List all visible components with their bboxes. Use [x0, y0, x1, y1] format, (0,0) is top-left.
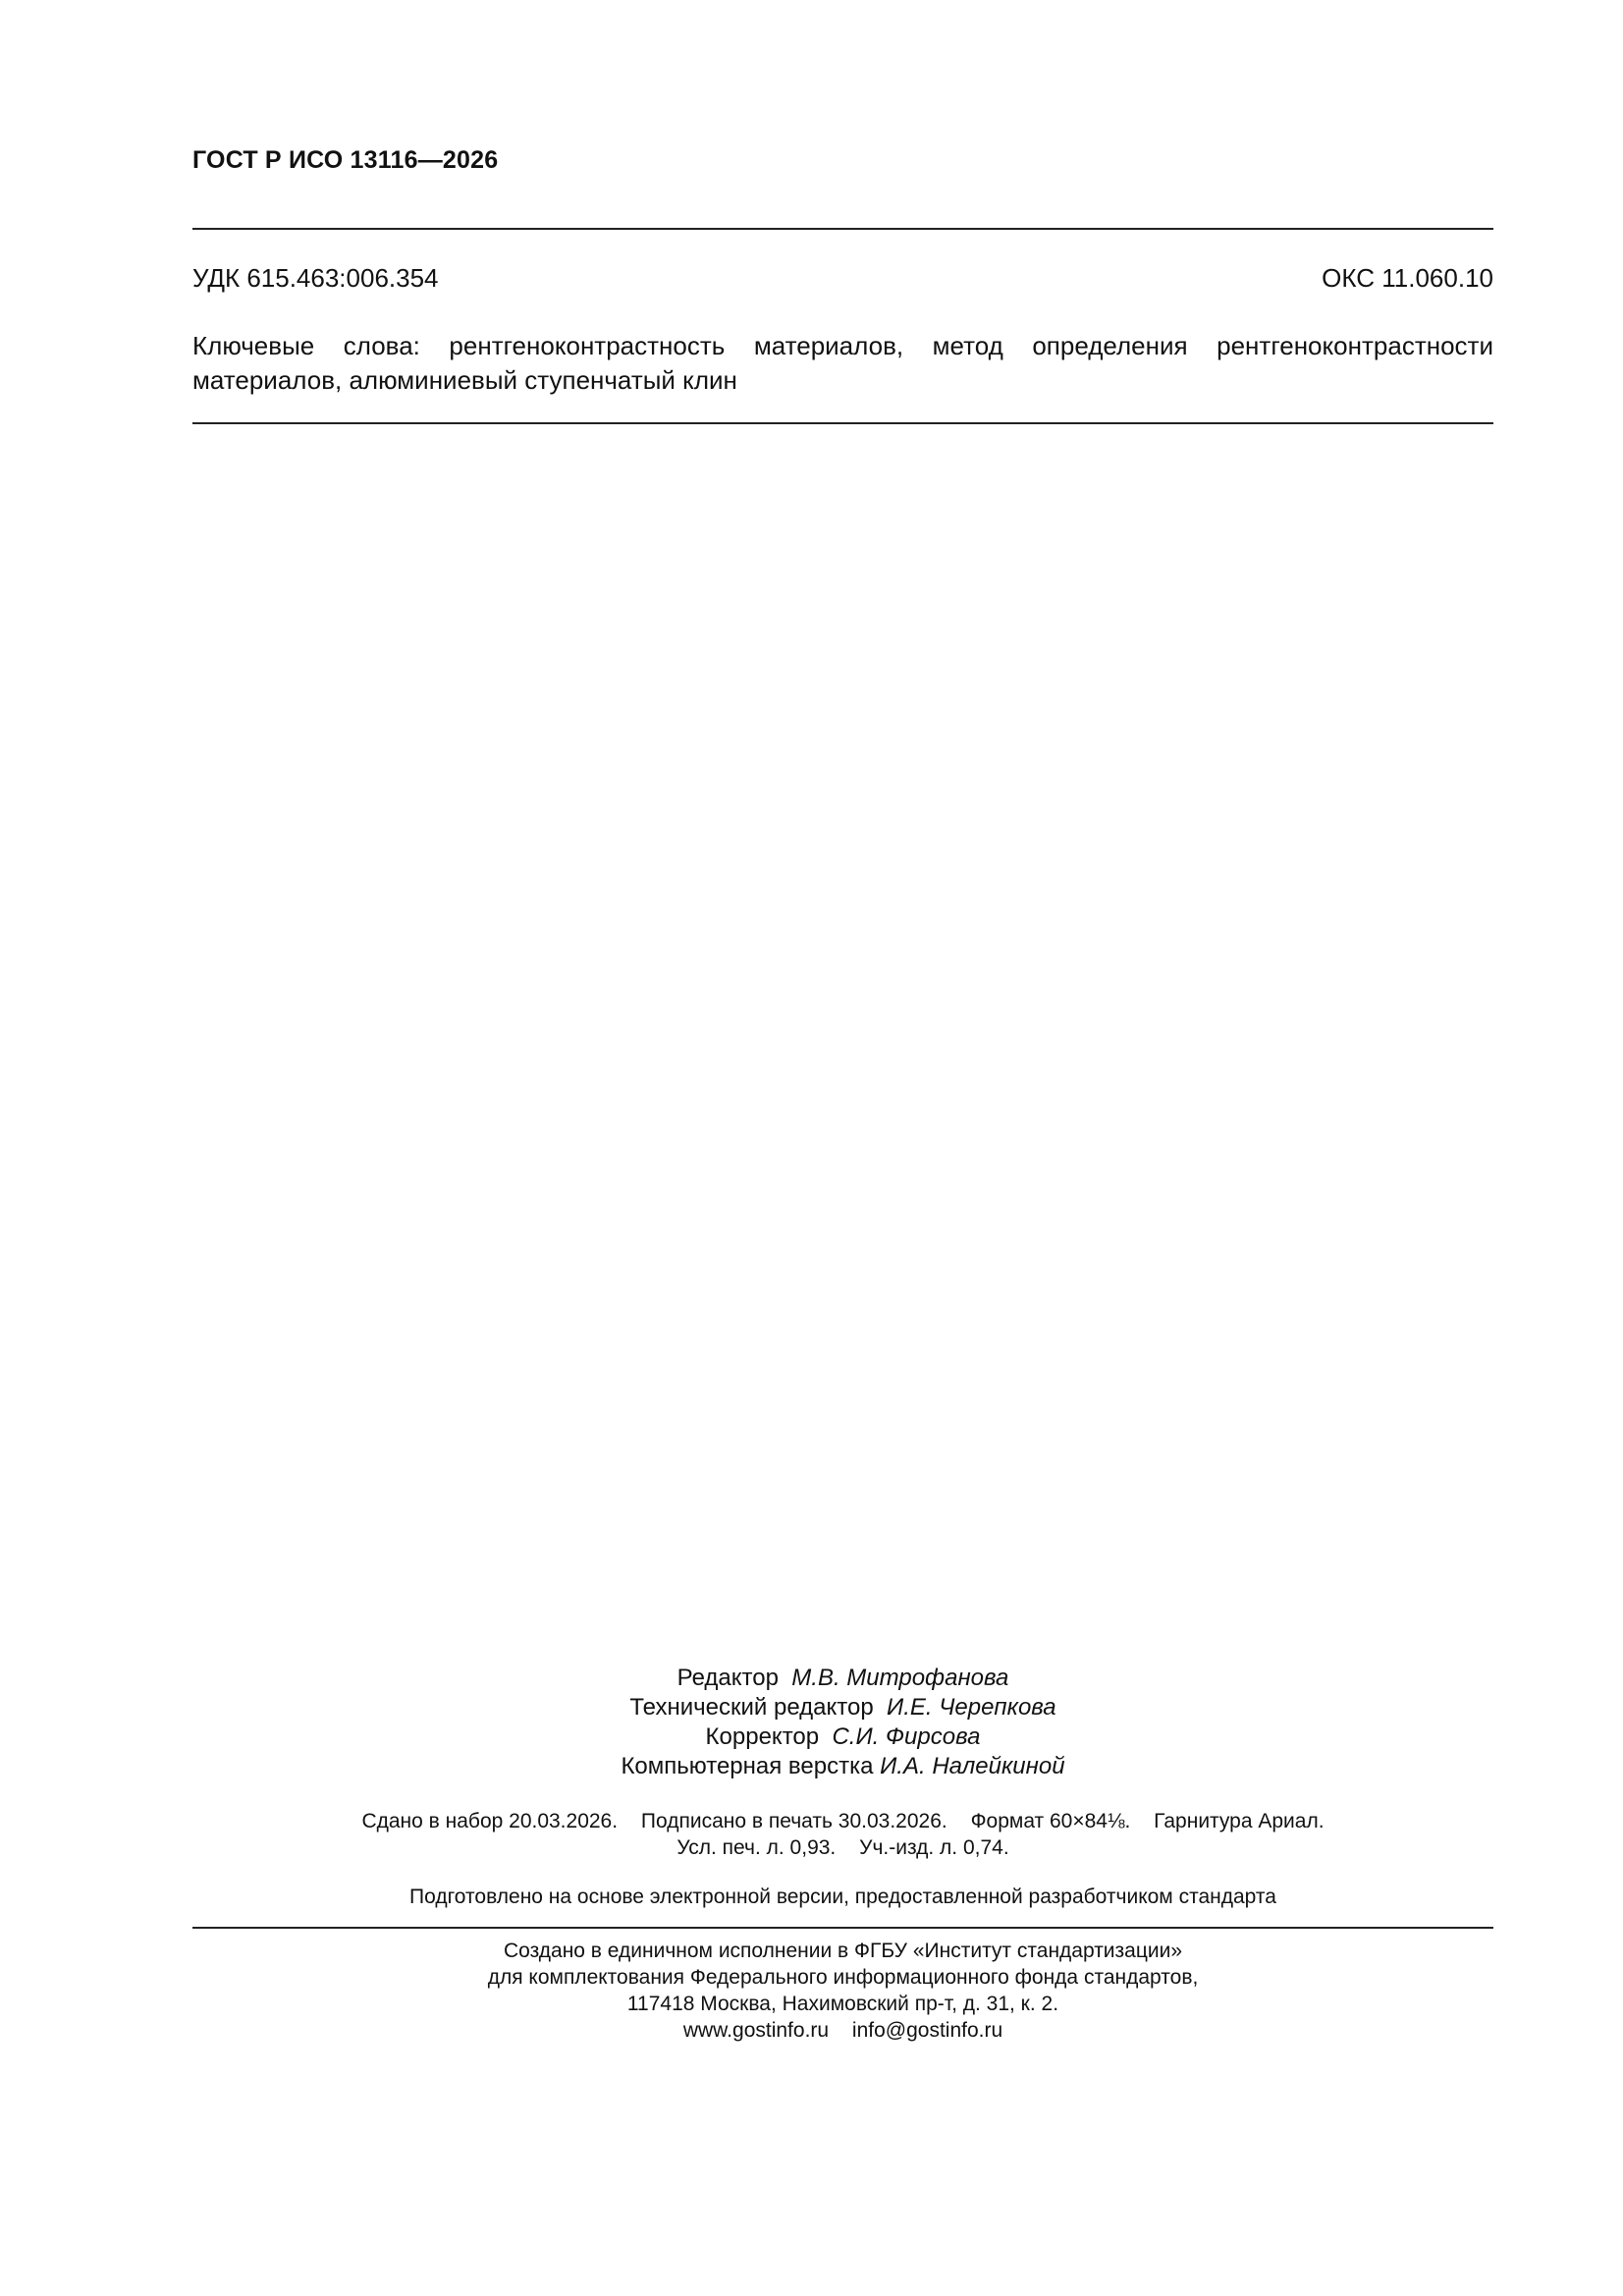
credit-person: М.В. Митрофанова	[791, 1665, 1009, 1691]
classification-row	[192, 263, 1493, 294]
credit-proofreader	[192, 1722, 1493, 1752]
paper-format: Формат 60×84⅛.	[970, 1810, 1131, 1832]
typeface: Гарнитура Ариал.	[1154, 1810, 1325, 1832]
publisher-divider	[192, 1927, 1493, 1929]
credit-role: Компьютерная верстка	[621, 1753, 874, 1779]
credit-role: Технический редактор	[629, 1694, 874, 1721]
credit-person: И.Е. Черепкова	[887, 1694, 1056, 1721]
standard-code: ГОСТ Р ИСО 13116—2026	[192, 146, 499, 174]
prepared-note: Подготовлено на основе электронной версии, предоставленной разработчиком стандарта	[409, 1886, 1276, 1908]
email-link[interactable]: info@gostinfo.ru	[851, 2019, 1003, 2042]
udk-code: УДК 615.463:006.354	[192, 263, 439, 293]
credit-editor	[192, 1664, 1493, 1693]
top-divider	[192, 228, 1493, 230]
credit-role: Редактор	[676, 1665, 779, 1691]
website-link[interactable]: www.gostinfo.ru	[682, 2019, 830, 2042]
credit-person: И.А. Налейкиной	[880, 1753, 1065, 1779]
publisher-line: для комплектования Федерального информационного фонда стандартов,	[487, 1966, 1199, 1989]
publisher-info	[192, 1938, 1493, 2044]
credit-role: Корректор	[705, 1723, 820, 1750]
signed-date: Подписано в печать 30.03.2026.	[640, 1810, 947, 1832]
oks-code: ОКС 11.060.10	[1322, 263, 1493, 293]
print-info-line	[192, 1834, 1493, 1861]
print-info-line	[192, 1808, 1493, 1834]
publisher-links	[192, 2017, 1493, 2044]
publisher-line: Создано в единичном исполнении в ФГБУ «Институт стандартизации»	[503, 1940, 1183, 1962]
keywords: Ключевые слова: рентгеноконтрастность материалов, метод определения рентгеноконтрастности материалов, алюминиевый ступенчатый клин	[192, 331, 1493, 395]
credits-block	[192, 1664, 1493, 1781]
print-info	[192, 1808, 1493, 1861]
pub-sheets: Уч.-изд. л. 0,74.	[859, 1836, 1009, 1859]
credit-layout	[192, 1752, 1493, 1781]
publisher-address: 117418 Москва, Нахимовский пр-т, д. 31, к. 2.	[626, 1993, 1059, 2015]
credit-technical-editor	[192, 1693, 1493, 1722]
submitted-date: Сдано в набор 20.03.2026.	[361, 1810, 619, 1832]
keywords-divider	[192, 422, 1493, 424]
credit-person: С.И. Фирсова	[832, 1723, 981, 1750]
print-sheets: Усл. печ. л. 0,93.	[676, 1836, 837, 1859]
